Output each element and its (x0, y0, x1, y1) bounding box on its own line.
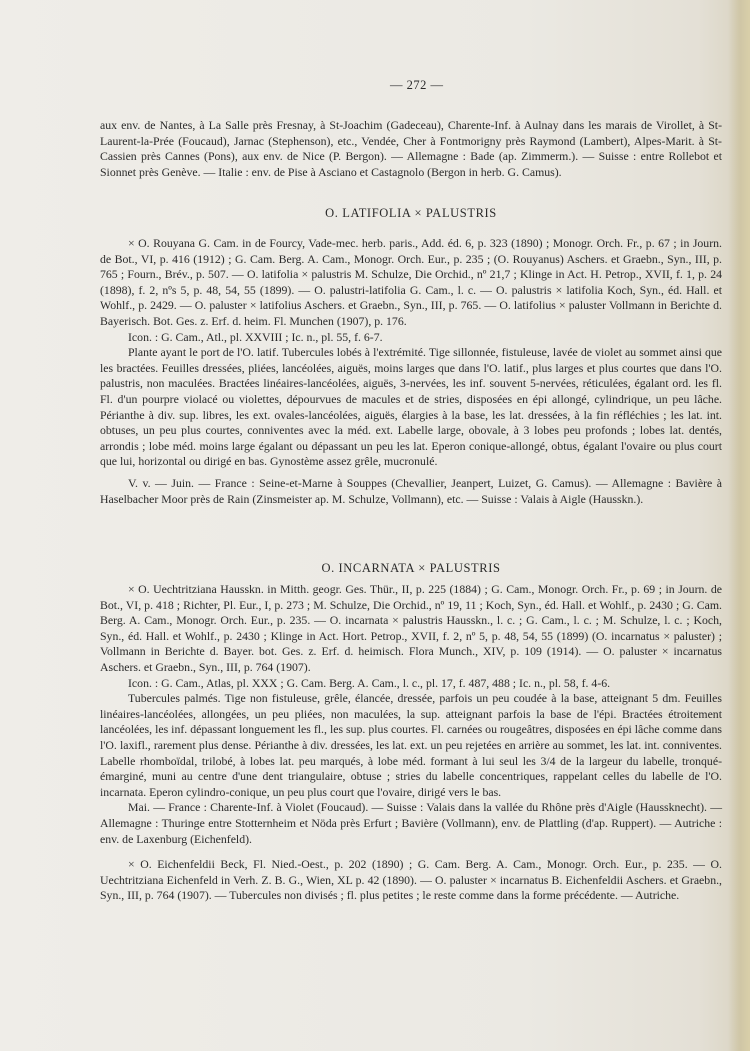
section-incarnata-palustris (100, 582, 722, 904)
section-heading-latifolia-palustris: O. LATIFOLIA × PALUSTRIS (325, 206, 497, 220)
page-number: — 272 — (390, 78, 444, 92)
eichenfeldii-paragraph: × O. Eichenfeldii Beck, Fl. Nied.-Oest., p. 202 (1890) ; G. Cam. Berg. A. Cam., Monogr. Orch. Eur., p. 235. — O. Uechtritziana Eichenfeld in Verh. Z. B. G., Wien, XL p. 42 (1890). — O. paluster × incarnatus B. Eichenfeldii Aschers. et Graebn., Syn., III, p. 764 (1907). — Tubercules non divisés ; fl. plus petites ; le reste comme dans la forme précédente. — Autriche. (100, 857, 722, 903)
intro-text: aux env. de Nantes, à La Salle près Fresnay, à St-Joachim (Gadeceau), Charente-Inf. à Aulnay dans les marais de Virollet, à St-Laurent-la-Prée (Foucaud), Jarnac (Stephenson), etc., Vendée, Cher à Fontmorigny près Raymond (Lambert), Alpes-Marit. à St-Cassien près Cannes (Pons), aux env. de Nice (P. Bergon). — Allemagne : Bade (ap. Zimmerm.). — Suisse : entre Rollebot et Sionnet près Genève. — Italie : env. de Pise à Asciano et Castagnolo (Bergon in herb. G. Camus). (100, 118, 722, 179)
page-edge-shadow (728, 0, 750, 1051)
description-paragraph: Plante ayant le port de l'O. latif. Tubercules lobés à l'extrémité. Tige sillonnée, fistuleuse, lavée de violet au sommet ainsi que les bractées. Feuilles dressées, pliées, lancéolées, aiguës, moins larges que dans l'O. latif., plus larges et plus courtes que dans l'O. palustris, non maculées. Bractées linéaires-lancéolées, aiguës, 3-nervées, les inf. souvent 5-nervées, réticulées, égalant ord. les fl. Fl. d'un pourpre violacé ou violettes, dépourvues de macules et de stries, disposées en épi allongé, cylindrique, un peu lâche. Périanthe à div. sup. libres, les ext. ovales-lancéolées, aiguës, élargies à la base, les lat. dressées, à la fin réfléchies ; les lat. int. obtuses, un peu plus courtes, conniventes avec la méd. ext. Labelle large, obovale, à 3 lobes peu profonds ; lobes lat. dentés, arrondis ; lobe méd. moins large égalant ou dépassant un peu les lat. Eperon conique-allongé, obtus, égalant l'ovaire ou plus court que lui, horizontal ou dirigé en bas. Gynostème assez grêle, mucronulé. (100, 345, 722, 469)
intro-paragraph (100, 118, 722, 180)
synonymy-paragraph: × O. Rouyana G. Cam. in de Fourcy, Vade-mec. herb. paris., Add. éd. 6, p. 323 (1890) ; Monogr. Orch. Fr., p. 67 ; in Journ. de Bot., VI, p. 416 (1912) ; G. Cam. Berg. A. Cam., Monogr. Orch. Eur., p. 235 ; (O. Rouyanus) Aschers. et Graebn., Syn., III, p. 765 ; Fourn., Brév., p. 507. — O. latifolia × palustris M. Schulze, Die Orchid., nº 21,7 ; Klinge in Act. H. Petrop., XVII, f. 1, p. 24 (1898), f. 2, nºs 5, p. 48, 54, 55 (1899). — O. palustri-latifolia G. Cam., l. c. — O. palustris × latifolia Koch, Syn., éd. Hall. et Wohlf., p. 2429. — O. paluster × latifolius Aschers. et Graebn., Syn., III, p. 765. — O. latifolius × paluster Vollmann in Berichte d. Bayerisch. Bot. Ges. z. Erf. d. heim. Fl. Munchen (1907), p. 176. (100, 236, 722, 328)
icon-reference: Icon. : G. Cam., Atlas, pl. XXX ; G. Cam. Berg. A. Cam., l. c., pl. 17, f. 487, 488 ; Ic. n., pl. 58, f. 4-6. (128, 675, 611, 690)
section-latifolia-palustris (100, 236, 722, 507)
section-heading-incarnata-palustris: O. INCARNATA × PALUSTRIS (321, 561, 501, 575)
distribution-paragraph: Mai. — France : Charente-Inf. à Violet (Foucaud). — Suisse : Valais dans la vallée du Rhône près d'Aigle (Haussknecht). — Allemagne : Thuringe entre Stotternheim et Nöda près Erfurt ; Bavière (Vollmann), env. de Plattling (d'ap. Ruppert). — Autriche : env. de Laxenburg (Eichenfeld). (100, 800, 722, 846)
icon-reference: Icon. : G. Cam., Atl., pl. XXVIII ; Ic. n., pl. 55, f. 6-7. (128, 329, 383, 344)
synonymy-paragraph: × O. Uechtritziana Hausskn. in Mitth. geogr. Ges. Thür., II, p. 225 (1884) ; G. Cam., Monogr. Orch. Fr., p. 69 ; in Journ. de Bot., VI, p. 418 ; Richter, Pl. Eur., I, p. 273 ; M. Schulze, Die Orchid., nº 19, 11 ; Koch, Syn., éd. Hall. et Wohlf., p. 2430 ; G. Cam. Berg. A. Cam., Monogr. Orch. Eur., p. 235. — O. incarnata × palustris Hausskn., l. c. ; G. Cam., l. c. ; M. Schulze, l. c. ; Koch, Syn., éd. Hall. et Wohlf., p. 2430 ; Klinge in Act. Hort. Petrop., XVII, f. 2, nº 5, p. 48, 54, 55 (1899) (O. incarnatus × paluster) ; Vollmann in Berichte d. Bayer. bot. Ges. z. Erf. d. heimisch. Flora Munch., XIV, p. 109 (1914). — O. paluster × incarnatus Aschers. et Graebn., Syn., III, p. 764 (1907). (100, 582, 722, 674)
description-paragraph: Tubercules palmés. Tige non fistuleuse, grêle, élancée, dressée, parfois un peu coudée à la base, atteignant 5 dm. Feuilles linéaires-lancéolées, allongées, un peu pliées, non maculées, la sup. atteignant parfois la base de l'épi. Bractées étroitement lancéolées, les inf. dépassant longuement les fl., les sup. plus courtes. Fl. carnées ou rougeâtres, disposées en épi lâche comme dans l'O. laxifl., rarement plus dense. Périanthe à div. dressées, les lat. ext. un peu rejetées en arrière au sommet, les lat. int. conniventes. Labelle rhomboïdal, trilobé, à lobes lat. peu marqués, à lobe méd. formant à lui seul les 3/4 de la largeur du labelle, tronqué-émarginé, muni au centre d'une dent triangulaire, obtuse ; stries du labelle concentriques, rappelant celles du labelle de l'O. incarnata. Eperon cylindro-conique, un peu plus court que l'ovaire, dirigé vers le bas. (100, 691, 722, 799)
distribution-paragraph: V. v. — Juin. — France : Seine-et-Marne à Souppes (Chevallier, Jeanpert, Luizet, G. Camus). — Allemagne : Bavière à Haselbacher Moor près de Rain (Zinsmeister ap. M. Schulze, Vollmann), etc. — Suisse : Valais à Aigle (Hausskn.). (100, 475, 722, 506)
